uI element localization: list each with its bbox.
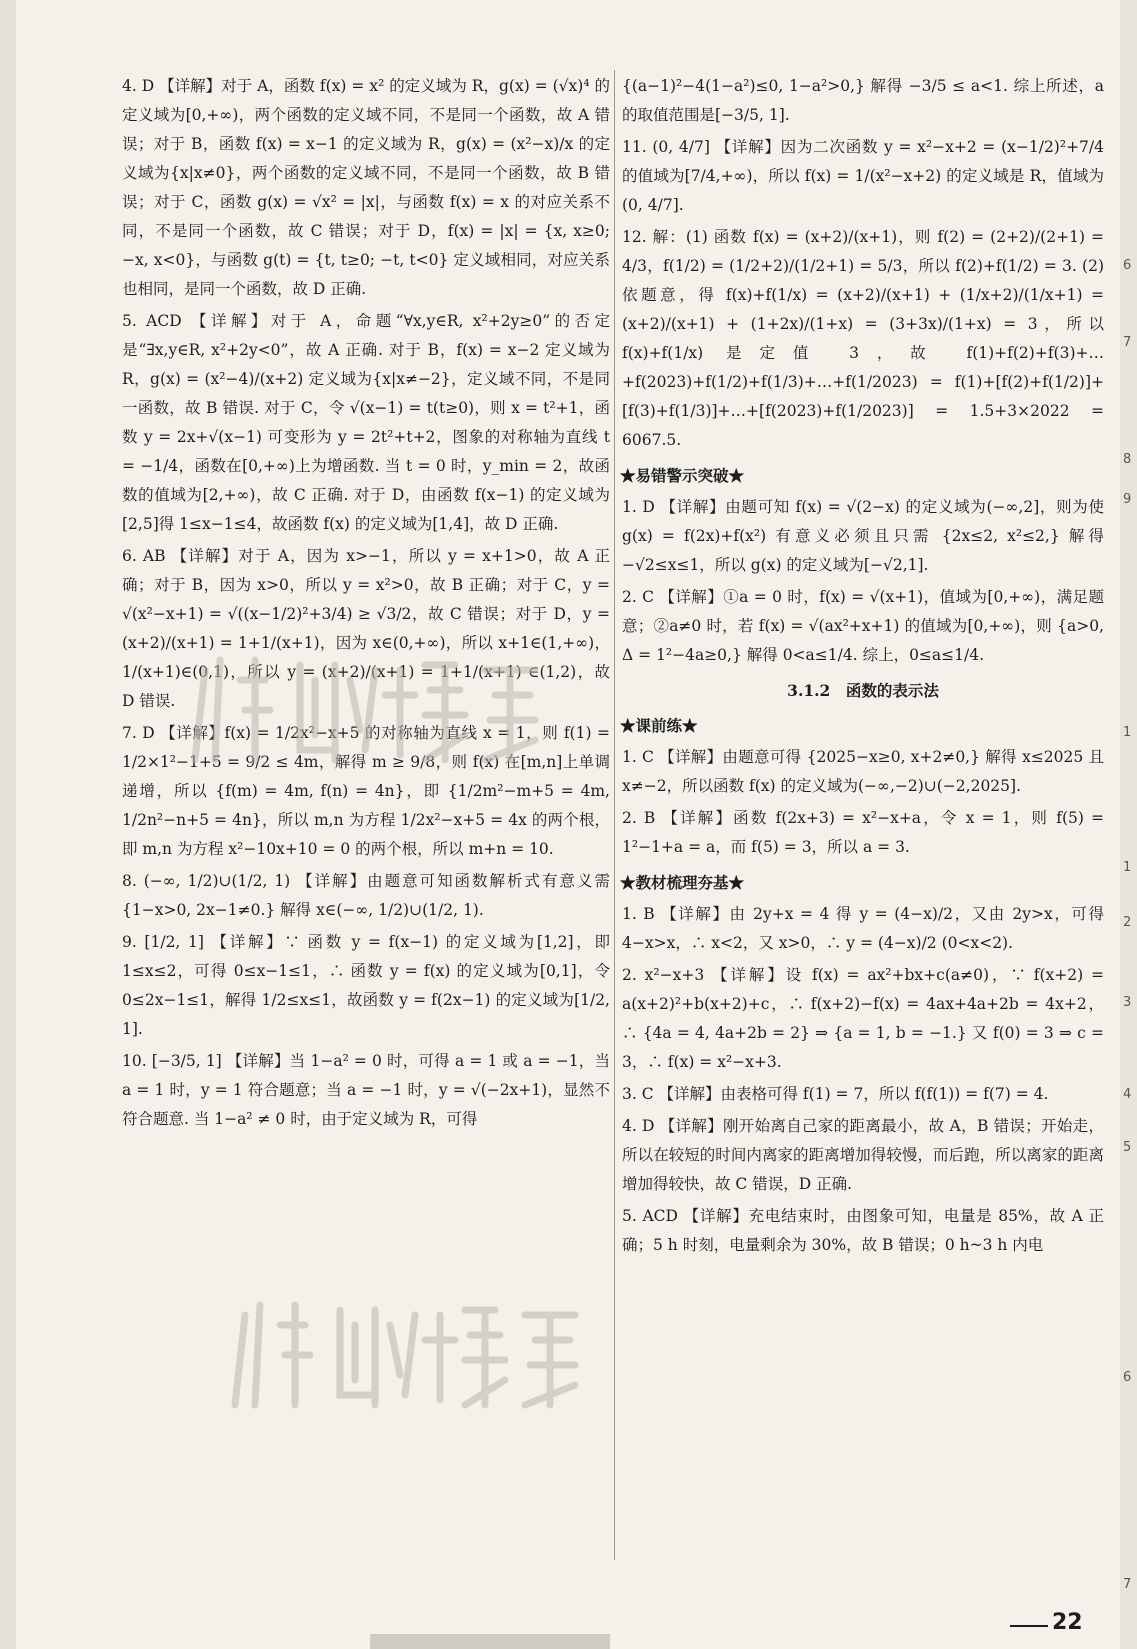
edge-mark: 3 xyxy=(1123,995,1132,1010)
edge-mark: 9 xyxy=(1123,492,1132,507)
answer-item: 9. [1/2, 1] 【详解】∵ 函数 y = f(x−1) 的定义域为[1,2]，即 1≤x≤2，可得 0≤x−1≤1，∴ 函数 y = f(x) 的定义域为[0,1]，令 0≤2x−1≤1，解得 1/2≤x≤1，故函数 y = f(2x−1) 的定义域为[1/2, 1]. xyxy=(122,933,610,1038)
answer-item: 8. (−∞, 1/2)∪(1/2, 1) 【详解】由题意可知函数解析式有意义需 {1−x>0, 2x−1≠0.} 解得 x∈(−∞, 1/2)∪(1/2, 1). xyxy=(122,872,610,919)
bottom-edge-bar xyxy=(370,1634,610,1649)
section-heading-textbook: ★教材梳理夯基★ xyxy=(620,873,745,892)
edge-mark: 1 xyxy=(1123,725,1132,740)
edge-mark: 7 xyxy=(1123,1577,1132,1592)
section-heading-preclass: ★课前练★ xyxy=(620,716,698,735)
answer-item: 1. B 【详解】由 2y+x = 4 得 y = (4−x)/2，又由 2y>x，可得 4−x>x，∴ x<2，又 x>0，∴ y = (4−x)/2 (0<x<2). xyxy=(622,905,1104,952)
answer-item: 12. 解：(1) 函数 f(x) = (x+2)/(x+1)，则 f(2) = (2+2)/(2+1) = 4/3，f(1/2) = (1/2+2)/(1/2+1) = 5/3，所以 f(2)+f(1/2) = 3. (2) 依题意，得 f(x)+f(1/x) = (x+2)/(x+1) + (1/x+2)/(1/x+1) = (x+2)/(x+1) + (1+2x)/(1+x) = (3+3x)/(1+x) = 3，所以 f(x)+f(1/x) 是定值 3，故 f(1)+f(2)+f(3)+…+f(2023)+f(1/2)+f(1/3)+…+f(1/2023) = f(1)+[f(2)+f(1/2)]+[f(3)+f(1/3)]+…+[f(2023)+f(1/2023)] = 1.5+3×2022 = 6067.5. xyxy=(622,228,1104,449)
page-number-rule xyxy=(1010,1625,1048,1627)
answer-item: 4. D 【详解】对于 A，函数 f(x) = x² 的定义域为 R，g(x) = (√x)⁴ 的定义域为[0,+∞)，两个函数的定义域不同，不是同一个函数，故 A 错误；对于 B，函数 f(x) = x−1 的定义域为 R，g(x) = (x²−x)/x 的定义域为{x|x≠0}，两个函数的定义域不同，不是同一个函数，故 B 错误；对于 C，函数 g(x) = √x² = |x|，与函数 f(x) = x 的对应关系不同，不是同一个函数，故 C 错误；对于 D，f(x) = |x| = {x, x≥0; −x, x<0}，与函数 g(t) = {t, t≥0; −t, t<0} 定义域相同，对应关系也相同，是同一个函数，故 D 正确. xyxy=(122,77,610,298)
edge-mark: 7 xyxy=(1123,335,1132,350)
edge-mark: 5 xyxy=(1123,1140,1132,1155)
answer-item: 5. ACD 【详解】对于 A，命题“∀x,y∈R, x²+2y≥0”的否定是“∃x,y∈R, x²+2y<0”，故 A 正确. 对于 B，f(x) = x−2 定义域为 R，g(x) = (x²−4)/(x+2) 定义域为{x|x≠−2}，定义域不同，不是同一函数，故 B 错误. 对于 C，令 √(x−1) = t(t≥0)，则 x = t²+1，函数 y = 2x+√(x−1) 可变形为 y = 2t²+t+2，图象的对称轴为直线 t = −1/4，函数在[0,+∞)上为增函数. 当 t = 0 时，y_min = 2，故函数的值域为[2,+∞)，故 C 正确. 对于 D，由函数 f(x−1) 的定义域为[2,5]得 1≤x−1≤4，故函数 f(x) 的定义域为[1,4]，故 D 正确. xyxy=(122,312,610,533)
answer-item: 2. C 【详解】①a = 0 时，f(x) = √(x+1)，值域为[0,+∞)，满足题意；②a≠0 时，若 f(x) = √(ax²+x+1) 的值域为[0,+∞)，则 {a>0, Δ = 1²−4a≥0,} 解得 0<a≤1/4. 综上，0≤a≤1/4. xyxy=(622,588,1104,664)
edge-mark: 8 xyxy=(1123,452,1132,467)
answer-item: 3. C 【详解】由表格可得 f(1) = 7，所以 f(f(1)) = f(7) = 4. xyxy=(622,1085,1049,1103)
page-number: 22 xyxy=(1052,1610,1083,1635)
next-page-edge xyxy=(1120,0,1137,1649)
column-divider xyxy=(614,70,615,1560)
answer-item: 10. [−3/5, 1] 【详解】当 1−a² = 0 时，可得 a = 1 或 a = −1，当 a = 1 时，y = 1 符合题意；当 a = −1 时，y = √(−2x+1)，显然不符合题意. 当 1−a² ≠ 0 时，由于定义域为 R，可得 xyxy=(122,1052,610,1128)
answer-item: 6. AB 【详解】对于 A，因为 x>−1，所以 y = x+1>0，故 A 正确；对于 B，因为 x>0，所以 y = x²>0，故 B 正确；对于 C，y = √(x²−x+1) = √((x−1/2)²+3/4) ≥ √3/2，故 C 错误；对于 D，y = (x+2)/(x+1) = 1+1/(x+1)，因为 x∈(0,+∞)，所以 x+1∈(1,+∞)，1/(x+1)∈(0,1)，所以 y = (x+2)/(x+1) = 1+1/(x+1) ∈(1,2)，故 D 错误. xyxy=(122,547,610,710)
answer-item: 2. x²−x+3 【详解】设 f(x) = ax²+bx+c(a≠0)，∵ f(x+2) = a(x+2)²+b(x+2)+c，∴ f(x+2)−f(x) = 4ax+4a+2b = 4x+2，∴ {4a = 4, 4a+2b = 2} ⇒ {a = 1, b = −1.} 又 f(0) = 3 ⇒ c = 3，∴ f(x) = x²−x+3. xyxy=(622,966,1104,1071)
edge-mark: 6 xyxy=(1123,258,1132,273)
section-heading-error-warning: ★易错警示突破★ xyxy=(620,466,745,485)
answer-item: 2. B 【详解】函数 f(2x+3) = x²−x+a，令 x = 1，则 f(5) = 1²−1+a = a，而 f(5) = 3，所以 a = 3. xyxy=(622,809,1104,856)
edge-mark: 2 xyxy=(1123,915,1132,930)
edge-mark: 4 xyxy=(1123,1087,1132,1102)
edge-mark: 1 xyxy=(1123,860,1132,875)
answer-item: 5. ACD 【详解】充电结束时，由图象可知，电量是 85%，故 A 正确；5 h 时刻，电量剩余为 30%，故 B 错误；0 h~3 h 内电 xyxy=(622,1207,1104,1254)
right-column xyxy=(622,72,1104,1263)
watermark-logo xyxy=(225,1285,585,1415)
answer-item: 11. (0, 4/7] 【详解】因为二次函数 y = x²−x+2 = (x−1/2)²+7/4 的值域为[7/4,+∞)，所以 f(x) = 1/(x²−x+2) 的定义域是 R，值域为(0, 4/7]. xyxy=(622,138,1104,214)
page-gutter-shadow xyxy=(0,0,16,1649)
answer-item: 1. C 【详解】由题意可得 {2025−x≥0, x+2≠0,} 解得 x≤2025 且 x≠−2，所以函数 f(x) 的定义域为(−∞,−2)∪(−2,2025]. xyxy=(622,748,1104,795)
answer-item: {(a−1)²−4(1−a²)≤0, 1−a²>0,} 解得 −3/5 ≤ a<1. 综上所述，a 的取值范围是[−3/5, 1]. xyxy=(622,77,1104,124)
answer-item: 7. D 【详解】f(x) = 1/2x²−x+5 的对称轴为直线 x = 1，则 f(1) = 1/2×1²−1+5 = 9/2 ≤ 4m，解得 m ≥ 9/8，则 f(x) 在[m,n]上单调递增，所以 {f(m) = 4m, f(n) = 4n}，即 {1/2m²−m+5 = 4m, 1/2n²−n+5 = 4n}，所以 m,n 为方程 1/2x²−x+5 = 4x 的两个根，即 m,n 为方程 x²−10x+10 = 0 的两个根，所以 m+n = 10. xyxy=(122,724,610,858)
answer-item: 4. D 【详解】刚开始离自己家的距离最小，故 A，B 错误；开始走，所以在较短的时间内离家的距离增加得较慢，而后跑，所以离家的距离增加得较快，故 C 错误，D 正确. xyxy=(622,1117,1104,1193)
chapter-section-title: 3.1.2 函数的表示法 xyxy=(787,681,939,700)
left-column xyxy=(122,72,610,1137)
answer-item: 1. D 【详解】由题可知 f(x) = √(2−x) 的定义域为(−∞,2]，则为使 g(x) = f(2x)+f(x²) 有意义必须且只需 {2x≤2, x²≤2,} 解得 −√2≤x≤1，所以 g(x) 的定义域为[−√2,1]. xyxy=(622,498,1104,574)
edge-mark: 6 xyxy=(1123,1370,1132,1385)
